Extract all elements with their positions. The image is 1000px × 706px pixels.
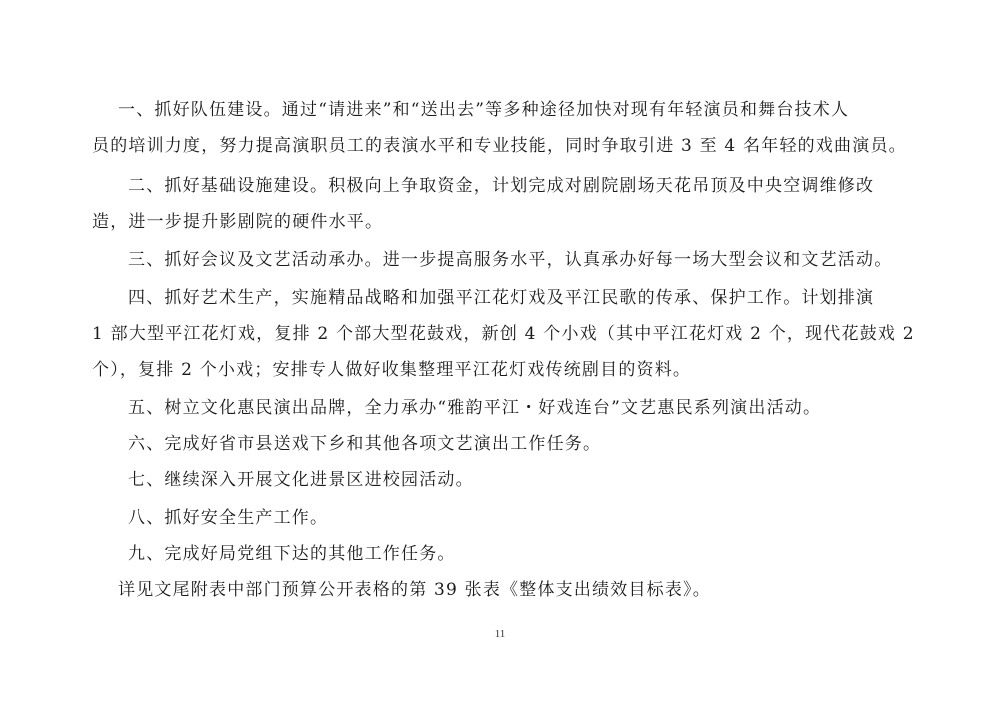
para-1-line-1: 一、抓好队伍建设。通过“请进来”和“送出去”等多种途径加快对现有年轻演员和舞台技术人	[118, 100, 850, 120]
para-7: 七、继续深入开展文化进景区进校园活动。	[128, 470, 474, 490]
para-2-line-2: 造，进一步提升影剧院的硬件水平。	[92, 212, 384, 232]
para-9: 九、完成好局党组下达的其他工作任务。	[128, 544, 456, 564]
page-number: 11	[494, 628, 506, 640]
para-4-line-3: 个），复排 2 个小戏；安排专人做好收集整理平江花灯戏传统剧目的资料。	[92, 360, 692, 380]
para-6: 六、完成好省市县送戏下乡和其他各项文艺演出工作任务。	[128, 434, 602, 454]
para-1-line-2: 员的培训力度，努力提高演职员工的表演水平和专业技能，同时争取引进 3 至 4 名年轻的戏曲演员。	[92, 136, 907, 156]
para-10: 详见文尾附表中部门预算公开表格的第 39 张表《整体支出绩效目标表》。	[118, 580, 711, 600]
para-4-line-1: 四、抓好艺术生产，实施精品战略和加强平江花灯戏及平江民歌的传承、保护工作。计划排演	[128, 288, 875, 308]
para-4-line-2: 1 部大型平江花灯戏，复排 2 个部大型花鼓戏，新创 4 个小戏（其中平江花灯戏 2 个，现代花鼓戏 2	[92, 324, 915, 344]
para-2-line-1: 二、抓好基础设施建设。积极向上争取资金，计划完成对剧院剧场天花吊顶及中央空调维修改	[128, 176, 875, 196]
para-3: 三、抓好会议及文艺活动承办。进一步提高服务水平，认真承办好每一场大型会议和文艺活动。	[128, 250, 893, 270]
para-8: 八、抓好安全生产工作。	[128, 508, 329, 528]
para-5: 五、树立文化惠民演出品牌，全力承办“雅韵平江・好戏连台”文艺惠民系列演出活动。	[128, 398, 822, 418]
